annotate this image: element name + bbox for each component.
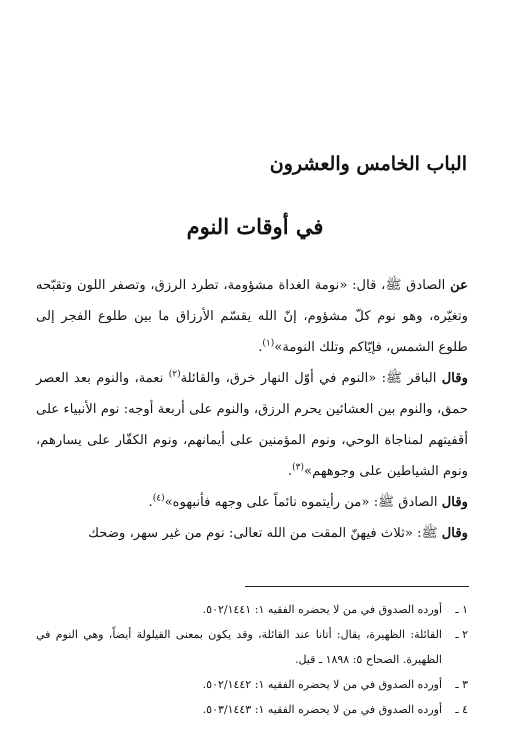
footnote-number: ٣ ـ — [455, 678, 468, 691]
paragraph-lead: وقال — [441, 495, 468, 510]
footnote-item — [36, 622, 468, 672]
footnote-number: ٢ ـ — [455, 628, 468, 641]
paragraph-text: الصادق ﷺ: «من رأيتموه نائماً على وجهه فأنبهوه» — [164, 495, 438, 510]
paragraph-2 — [36, 363, 468, 487]
footnote-item — [36, 697, 468, 722]
footnote-text: القائلة: الظهيرة، يقال: أتانا عند القائلة، وقد يكون بمعنى القيلولة أيضاً، وهي النوم في الظهيرة. الصحاح ٥: ١٨٩٨ ـ قيل. — [36, 628, 442, 666]
chapter-title: الباب الخامس والعشرون — [269, 153, 467, 175]
footnote-number: ١ ـ — [455, 603, 468, 616]
footnote-text: أورده الصدوق في من لا يحضره الفقيه ١: ٥٠٢/١٤٤٢. — [202, 678, 442, 691]
paragraph-lead: وقال — [441, 526, 468, 541]
body-text — [36, 270, 468, 549]
footnote-ref: (٤) — [152, 493, 165, 504]
paragraph-end: . — [148, 495, 153, 510]
footnote-ref: (٣) — [292, 462, 304, 473]
paragraph-1 — [36, 270, 468, 363]
paragraph-lead: عن — [450, 278, 468, 293]
footnote-text: أورده الصدوق في من لا يحضره الفقيه ١: ٥٠٢/١٤٤١. — [202, 603, 442, 616]
footnotes — [36, 597, 468, 722]
paragraph-text: الباقر ﷺ: «النوم في أوّل النهار خرق، والقائلة — [180, 371, 437, 386]
paragraph-text: ﷺ: «ثلاث فيهنّ المقت من الله تعالى: نوم من غير سهر، وضحك — [88, 526, 438, 541]
footnote-ref: (١) — [262, 338, 275, 349]
paragraph-end: . — [287, 464, 293, 479]
footnote-text: أورده الصدوق في من لا يحضره الفقيه ١: ٥٠٣/١٤٤٣. — [202, 703, 442, 716]
paragraph-text: الصادق ﷺ، قال: «نومة الغداة مشؤومة، تطرد الرزق، وتصفر اللون وتقبّحه وتغيّره، وهو نوم كلّ مشؤوم، إنّ الله يقسّم الأرزاق ما بين طلوع الفجر إلى طلوع الشمس، فإيّاكم وتلك النومة» — [36, 278, 468, 355]
paragraph-4 — [36, 518, 468, 549]
footnote-number: ٤ ـ — [455, 703, 468, 716]
paragraph-text-continued: نعمة، والنوم بعد العصر حمق، والنوم بين العشائين يحرم الرزق، والنوم على أربعة أوجه: نوم الأنبياء على أقفيتهم لمناجاة الوحي، ونوم المؤمنين على أيمانهم، ونوم الكفّار على يسارهم، ونوم الشياطين على وجوههم» — [36, 371, 468, 479]
paragraph-end: . — [258, 340, 263, 355]
paragraph-lead: وقال — [441, 371, 468, 386]
footnote-item — [36, 597, 468, 622]
paragraph-3 — [36, 487, 468, 518]
footnote-ref: (٢) — [168, 369, 181, 380]
footnote-item — [36, 672, 468, 697]
footnote-divider — [245, 586, 469, 587]
section-title: في أوقات النوم — [186, 214, 324, 239]
